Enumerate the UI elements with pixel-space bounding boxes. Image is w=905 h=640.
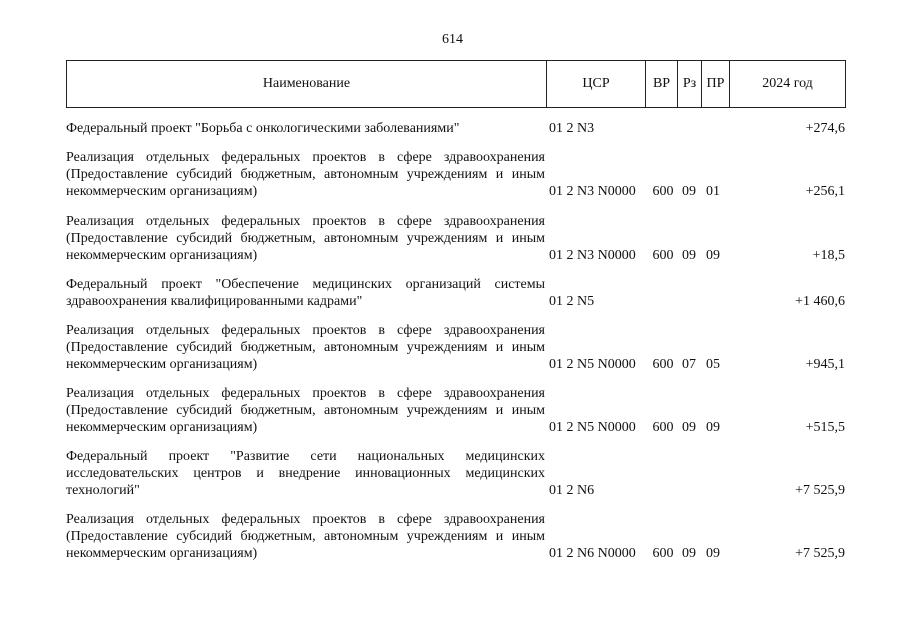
row-name: Федеральный проект "Обеспечение медицинских организаций системы здравоохранения квалифицированными кадрами" <box>66 277 545 309</box>
row-amount: +1 460,6 <box>795 294 845 309</box>
row-amount: +7 525,9 <box>795 546 845 561</box>
table-row <box>0 511 905 562</box>
row-pr: 05 <box>706 357 720 372</box>
row-rz: 09 <box>682 248 696 263</box>
table-row <box>0 213 905 264</box>
row-vr: 600 <box>652 184 674 199</box>
header-name: Наименование <box>262 76 351 91</box>
row-vr: 600 <box>652 357 674 372</box>
row-name: Реализация отдельных федеральных проектов в сфере здравоохранения (Предоставление субсидий бюджетным, автономным учреждениям и иным некоммерческим организациям) <box>66 512 545 561</box>
row-rz: 09 <box>682 184 696 199</box>
row-pr: 09 <box>706 546 720 561</box>
row-vr: 600 <box>652 546 674 561</box>
table-row <box>0 149 905 200</box>
row-pr: 09 <box>706 420 720 435</box>
header-vr: ВР <box>645 61 677 107</box>
row-code: 01 2 N6 N0000 <box>549 546 636 561</box>
row-name: Реализация отдельных федеральных проектов в сфере здравоохранения (Предоставление субсидий бюджетным, автономным учреждениям и иным некоммерческим организациям) <box>66 323 545 372</box>
row-amount: +945,1 <box>805 357 845 372</box>
table-row <box>0 385 905 436</box>
row-pr: 01 <box>706 184 720 199</box>
row-code: 01 2 N6 <box>549 483 595 498</box>
row-code: 01 2 N3 N0000 <box>549 248 636 263</box>
row-code: 01 2 N3 N0000 <box>549 184 636 199</box>
header-year: 2024 год <box>729 61 845 107</box>
row-rz: 07 <box>682 357 696 372</box>
header-rz: Рз <box>677 61 701 107</box>
table-header <box>66 60 846 108</box>
row-code: 01 2 N5 N0000 <box>549 420 636 435</box>
row-vr: 600 <box>652 248 674 263</box>
row-rz: 09 <box>682 420 696 435</box>
row-rz: 09 <box>682 546 696 561</box>
row-pr: 09 <box>706 248 720 263</box>
row-name: Реализация отдельных федеральных проектов в сфере здравоохранения (Предоставление субсидий бюджетным, автономным учреждениям и иным некоммерческим организациям) <box>66 214 545 263</box>
row-vr: 600 <box>652 420 674 435</box>
table-row <box>0 120 905 137</box>
header-csr: ЦСР <box>546 61 645 107</box>
row-amount: +7 525,9 <box>795 483 845 498</box>
table-row <box>0 448 905 499</box>
row-name: Федеральный проект "Борьба с онкологическими заболеваниями" <box>66 121 460 136</box>
page-number: 614 <box>442 32 463 47</box>
row-name: Реализация отдельных федеральных проектов в сфере здравоохранения (Предоставление субсидий бюджетным, автономным учреждениям и иным некоммерческим организациям) <box>66 386 545 435</box>
row-name: Федеральный проект "Развитие сети национальных медицинских исследовательских центров и внедрение инновационных медицинских технологий" <box>66 449 545 498</box>
header-pr: ПР <box>701 61 729 107</box>
row-code: 01 2 N5 N0000 <box>549 357 636 372</box>
row-amount: +515,5 <box>805 420 845 435</box>
row-amount: +256,1 <box>805 184 845 199</box>
row-code: 01 2 N5 <box>549 294 595 309</box>
row-name: Реализация отдельных федеральных проектов в сфере здравоохранения (Предоставление субсидий бюджетным, автономным учреждениям и иным некоммерческим организациям) <box>66 150 545 199</box>
row-amount: +18,5 <box>812 248 845 263</box>
row-amount: +274,6 <box>805 121 845 136</box>
table-row <box>0 276 905 310</box>
table-row <box>0 322 905 373</box>
row-code: 01 2 N3 <box>549 121 595 136</box>
